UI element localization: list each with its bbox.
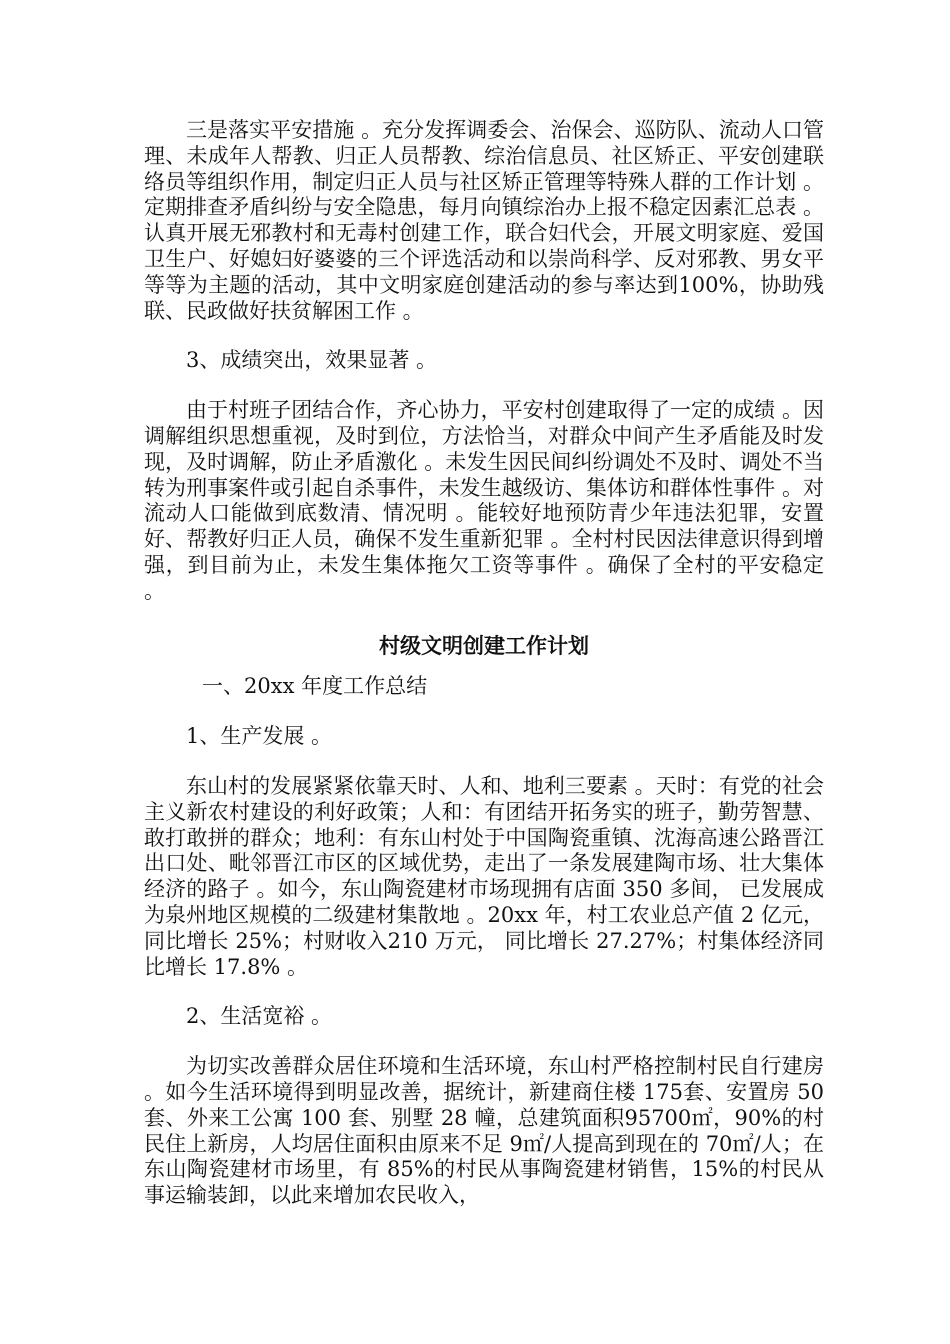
paragraph-safety-measures: 三是落实平安措施 。充分发挥调委会、治保会、巡防队、流动人口管理、未成年人帮教、归正人员帮教、综治信息员、社区矫正、平安创建联络员等组织作用，制定归正人员与社区矫正管理等特殊人群的工作计划 。定期排查矛盾纠纷与安全隐患，每月向镇综治办上报不稳定因素汇总表 。认真开展无邪教村和无毒村创建工作，联合妇代会，开展文明家庭、爱国卫生户、好媳妇好婆婆的三个评选活动和以崇尚科学、反对邪教、男女平等等为主题的活动，其中文明家庭创建活动的参与率达到100%，协助残联、民政做好扶贫解困工作 。 xyxy=(144,118,824,323)
paragraph-living: 为切实改善群众居住环境和生活环境，东山村严格控制村民自行建房 。如今生活环境得到明显改善，据统计，新建商住楼 175套、安置房 50 套、外来工公寓 100 套、别墅 28 幢，总建筑面积95700㎡，90%的村民住上新房，人均居住面积由原来不足 9㎡/人提高到现在的 70㎡/人；在东山陶瓷建材市场里，有 85%的村民从事陶瓷建材销售，15%的村民从事运输装卸，以此来增加农民收入， xyxy=(144,1054,824,1208)
document-body xyxy=(144,118,824,1233)
subheading-production: 1、生产发展 。 xyxy=(186,724,333,749)
paragraph-production: 东山村的发展紧紧依靠天时、人和、地利三要素 。天时：有党的社会主义新农村建设的利好政策；人和：有团结开拓务实的班子，勤劳智慧、敢打敢拼的群众；地利：有东山村处于中国陶瓷重镇、沈海高速公路晋江出口处、毗邻晋江市区的区域优势，走出了一条发展建陶市场、壮大集体经济的路子 。如今，东山陶瓷建材市场现拥有店面 350 多间， 已发展成为泉州地区规模的二级建材集散地 。20xx 年，村工农业总产值 2 亿元， 同比增长 25%；村财收入210 万元， 同比增长 27.27%；村集体经济同比增长 17.8% 。 xyxy=(144,773,824,979)
paragraph-achievements: 由于村班子团结合作，齐心协力，平安村创建取得了一定的成绩 。因调解组织思想重视，及时到位，方法恰当，对群众中间产生矛盾能及时发现，及时调解，防止矛盾激化 。未发生因民间纠纷调处不及时、调处不当转为刑事案件或引起自杀事件，未发生越级访、集体访和群体性事件 。对流动人口能做到底数清、情况明 。能较好地预防青少年违法犯罪，安置好、帮教好归正人员，确保不发生重新犯罪 。全村村民因法律意识得到增强，到目前为止，未发生集体拖欠工资等事件 。确保了全村的平安稳定 。 xyxy=(144,398,824,603)
document-title: 村级文明创建工作计划 xyxy=(379,632,589,658)
section-heading-annual-summary: 一、20xx 年度工作总结 xyxy=(202,674,428,699)
subheading-achievements: 3、成绩突出，效果显著 。 xyxy=(186,348,438,373)
subheading-living: 2、生活宽裕 。 xyxy=(186,1004,333,1029)
